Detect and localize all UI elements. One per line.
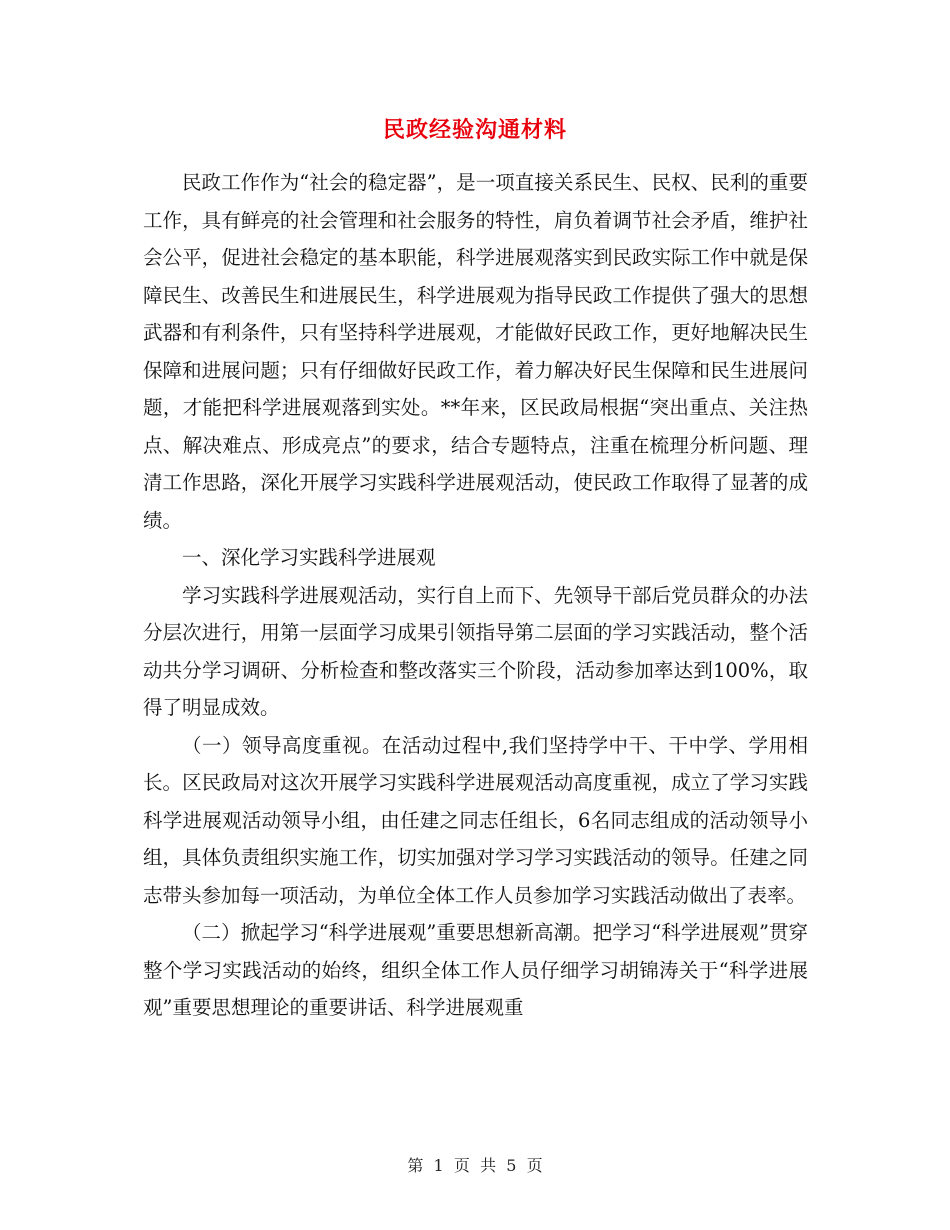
section-heading: 一、深化学习实践科学进展观 (182, 546, 436, 569)
page-number-footer: 第 1 页 共 5 页 (407, 1156, 543, 1175)
subsection-paragraph-2: （二）掀起学习“科学进展观”重要思想新高潮。把学习“科学进展观”贯穿整个学习实践活动的始终，组织全体工作人员仔细学习胡锦涛关于“科学进展观”重要思想理论的重要讲话、科学进展观重 (143, 921, 808, 1019)
subsection-paragraph-1: （一）领导高度重视。在活动过程中,我们坚持学中干、干中学、学用相长。区民政局对这次开展学习实践科学进展观活动高度重视，成立了学习实践科学进展观活动领导小组，由任建之同志任组长，6名同志组成的活动领导小组，具体负责组织实施工作，切实加强对学习学习实践活动的领导。任建之同志带头参加每一项活动，为单位全体工作人员参加学习实践活动做出了表率。 (143, 733, 808, 907)
document-body (143, 164, 808, 1027)
intro-paragraph: 民政工作作为“社会的稳定器”，是一项直接关系民生、民权、民利的重要工作，具有鲜亮的社会管理和社会服务的特性，肩负着调节社会矛盾，维护社会公平，促进社会稳定的基本职能，科学进展观落实到民政实际工作中就是保障民生、改善民生和进展民生，科学进展观为指导民政工作提供了强大的思想武器和有利条件，只有坚持科学进展观，才能做好民政工作，更好地解决民生保障和进展问题；只有仔细做好民政工作，着力解决好民生保障和民生进展问题，才能把科学进展观落到实处。**年来，区民政局根据“突出重点、关注热点、解决难点、形成亮点”的要求，结合专题特点，注重在梳理分析问题、理清工作思路，深化开展学习实践科学进展观活动，使民政工作取得了显著的成绩。 (143, 171, 808, 532)
document-title: 民政经验沟通材料 (382, 117, 567, 143)
section-paragraph: 学习实践科学进展观活动，实行自上而下、先领导干部后党员群众的办法分层次进行，用第一层面学习成果引领指导第二层面的学习实践活动，整个活动共分学习调研、分析检查和整改落实三个阶段，活动参加率达到100%，取得了明显成效。 (143, 583, 808, 719)
